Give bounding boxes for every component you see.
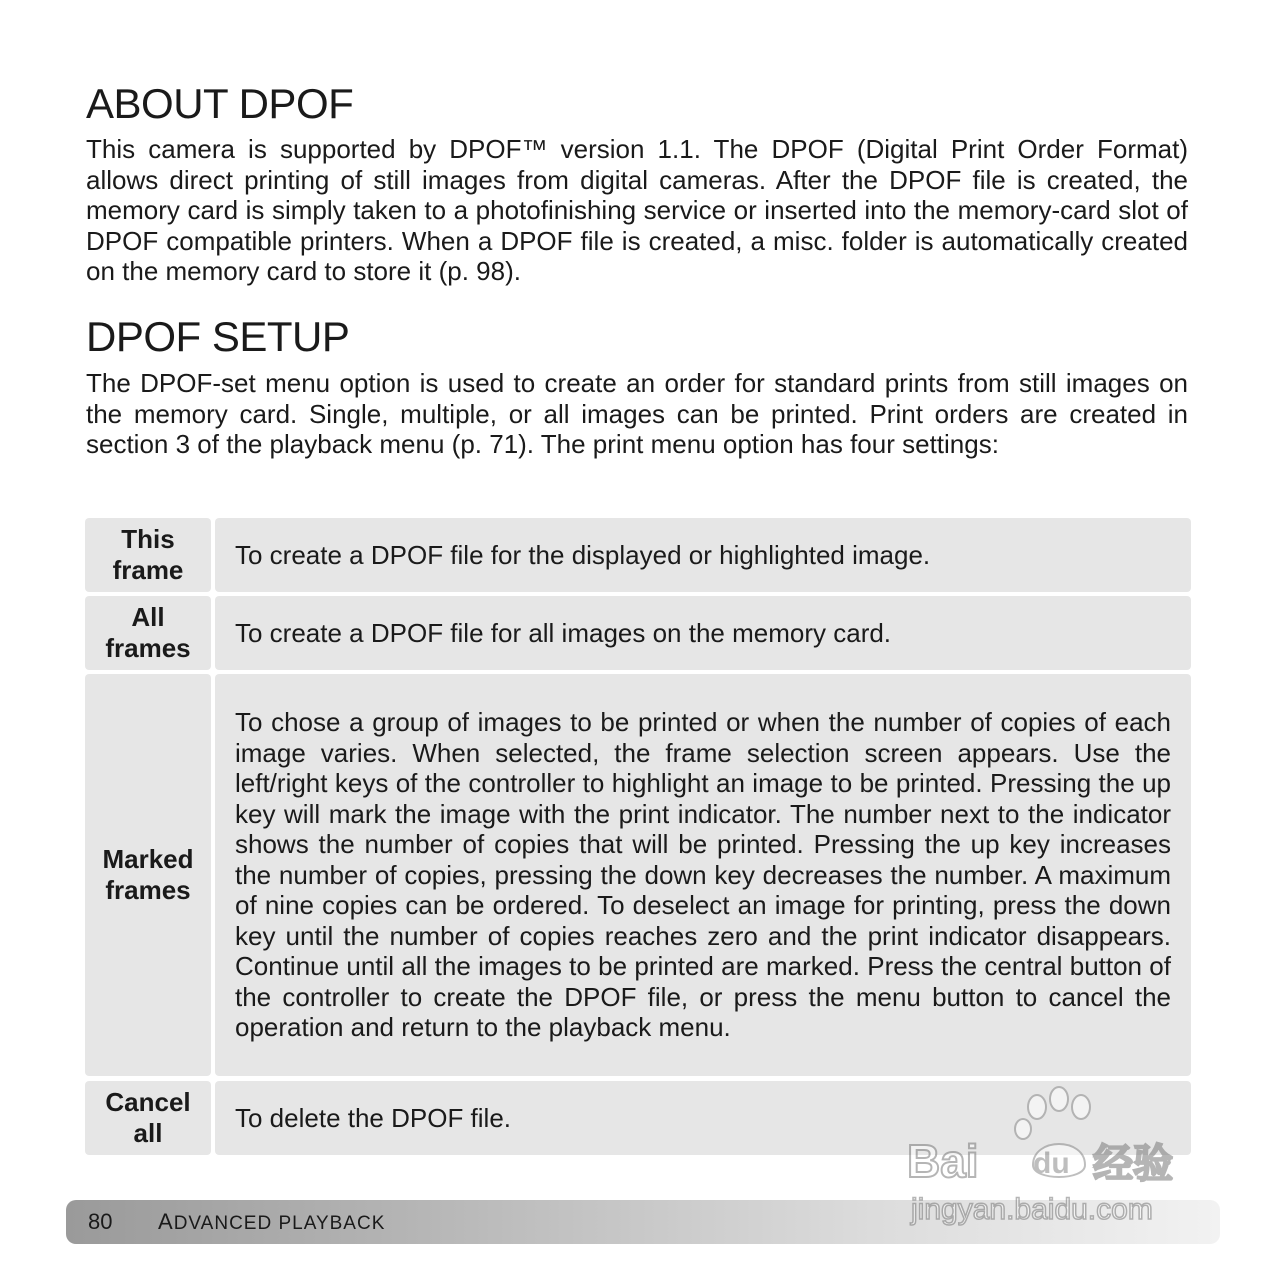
- setting-label-line1: This: [121, 524, 175, 554]
- section-name-rest: DVANCED PLAYBACK: [173, 1213, 386, 1234]
- paw-toe-icon: [1015, 1119, 1031, 1139]
- baidu-watermark-logo: [905, 1085, 1205, 1235]
- paw-toe-icon: [1028, 1095, 1046, 1119]
- setting-label-line1: Cancel: [105, 1087, 191, 1117]
- setting-description-text: To create a DPOF file for all images on the memory card.: [235, 617, 892, 648]
- section-name: [158, 1209, 385, 1235]
- setting-description: [215, 674, 1191, 1076]
- about-dpof-paragraph: This camera is supported by DPOF™ version 1.1. The DPOF (Digital Print Order Format) allows direct printing of still images from digital cameras. After the DPOF file is created, the memory card is simply taken to a photofinishing service or inserted into the memory-card slot of DPOF compatible printers. When a DPOF file is created, a misc. folder is automatically created on the memory card to store it (p. 98).: [86, 134, 1188, 286]
- table-row: [85, 596, 1191, 670]
- watermark-url: jingyan.baidu.com: [911, 1193, 1153, 1226]
- setting-label: [85, 1081, 211, 1155]
- table-row: [85, 674, 1191, 1076]
- dpof-setup-heading: DPOF SETUP: [86, 313, 350, 360]
- setting-description: [215, 518, 1191, 592]
- setting-description-text: To create a DPOF file for the displayed or highlighted image.: [235, 539, 931, 570]
- setting-label-line1: All: [131, 602, 165, 632]
- setting-label-line2: frames: [105, 633, 191, 663]
- paw-toe-icon: [1050, 1087, 1068, 1111]
- setting-description-text: To delete the DPOF file.: [235, 1102, 512, 1133]
- paw-toe-icon: [1072, 1095, 1090, 1119]
- watermark-brand-cn: 经验: [1093, 1141, 1173, 1187]
- setting-label-line1: Marked: [102, 844, 194, 874]
- setting-description: [215, 596, 1191, 670]
- setting-label-line2: frame: [112, 555, 184, 585]
- table-row: [85, 518, 1191, 592]
- setting-label: [85, 674, 211, 1076]
- watermark-brand-left: Bai: [907, 1135, 979, 1187]
- section-name-initial: A: [158, 1209, 174, 1234]
- page-number: 80: [88, 1209, 113, 1234]
- about-dpof-heading: ABOUT DPOF: [86, 80, 354, 127]
- setting-description-text: To chose a group of images to be printed or when the number of copies of each image varies. When selected, the frame selection screen appears. Use the left/right keys of the controller to highlight an image to be printed. Pressing the up key will mark the image with the print indicator. The number next to the indicator shows the number of copies that will be printed. Pressing the up key increases the number of copies, pressing the down key decreases the number. A maximum of nine copies can be ordered. To deselect an image for printing, press the down key until the number of copies reaches zero and the print indicator disappears. Continue until all the images to be printed are marked. Press the central button of the controller to create the DPOF file, or press the menu button to cancel the operation and return to the playback menu.: [235, 707, 1171, 1043]
- setting-label-line2: frames: [105, 875, 191, 905]
- watermark-brand-right: du: [1033, 1147, 1070, 1180]
- dpof-setup-paragraph: The DPOF-set menu option is used to create an order for standard prints from still images on the memory card. Single, multiple, or all images can be printed. Print orders are created in section 3 of the playback menu (p. 71). The print menu option has four settings:: [86, 368, 1188, 459]
- setting-label-line2: all: [133, 1118, 163, 1148]
- setting-label: [85, 596, 211, 670]
- setting-label: [85, 518, 211, 592]
